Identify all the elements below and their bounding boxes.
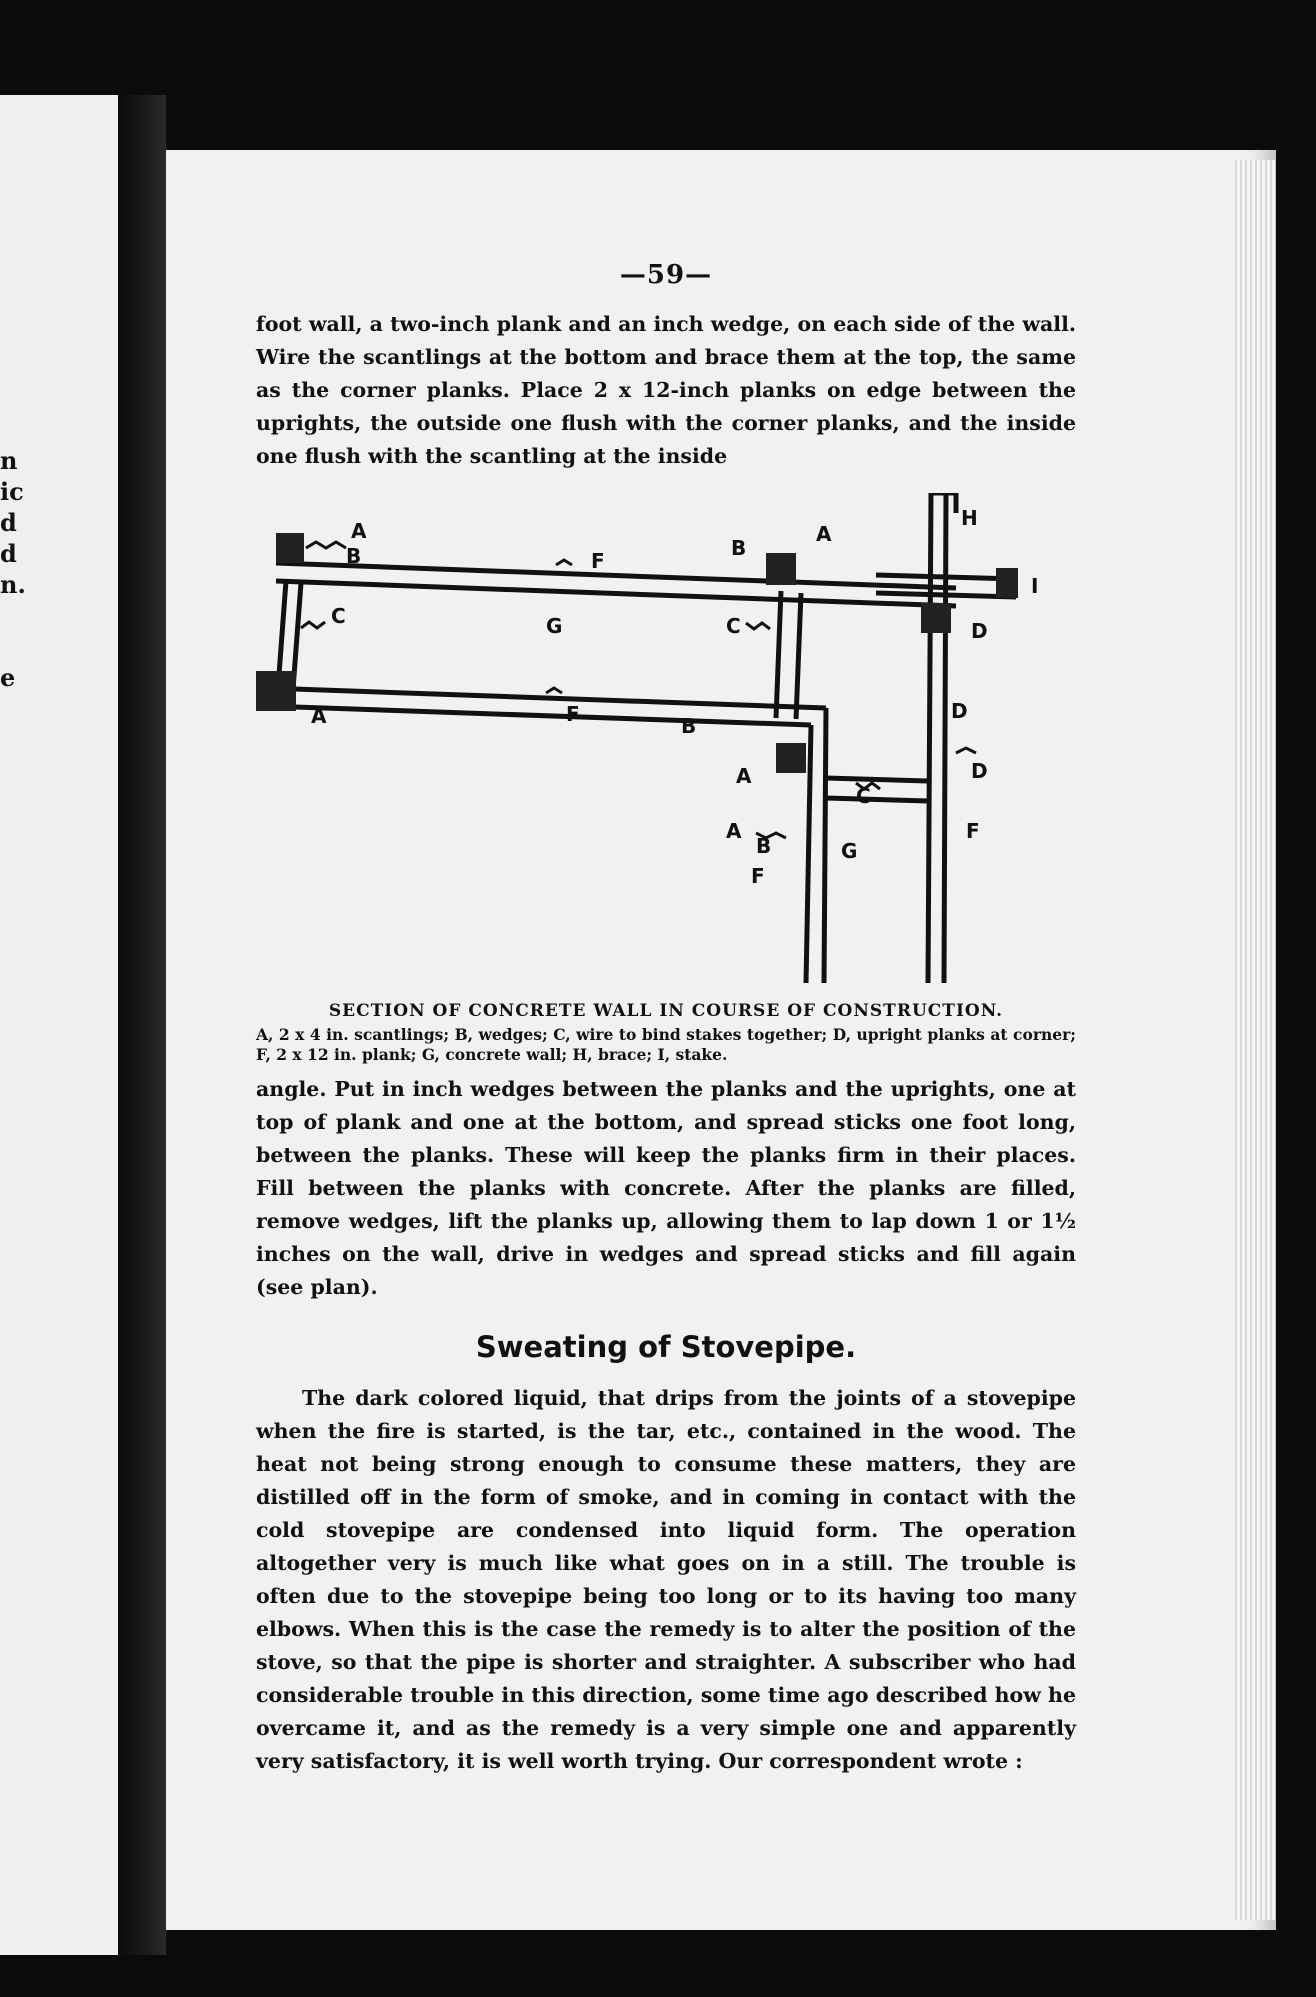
concrete-wall-figure — [256, 493, 1076, 993]
paragraph-2: angle. Put in inch wedges between the planks and the uprights, one at top of plank and one at the bottom, and spread sticks one foot long, between the planks. These will keep the planks firm in their places. Fill between the planks with concrete. After the planks are filled, remove wedges, lift the planks up, allowing them to lap down 1 or 1½ inches on the wall, drive in wedges and spread sticks and fill again (see plan). — [256, 1077, 1076, 1299]
page-number: —59— — [619, 260, 713, 290]
label-i: I — [1031, 574, 1039, 598]
figure-legend: A, 2 x 4 in. scantlings; B, wedges; C, wire to bind stakes together; D, upright planks at corner; F, 2 x 12 in. plank; G, concrete wall; H, brace; I, stake. — [256, 1025, 1076, 1064]
prev-fragment: n — [0, 446, 18, 475]
label-a: A — [311, 704, 327, 728]
label-b: B — [681, 714, 697, 738]
label-c: C — [331, 604, 346, 628]
page-content — [256, 260, 1076, 1778]
previous-page-text-fragments — [0, 445, 40, 693]
lower-plank — [266, 688, 826, 725]
stake-block — [996, 568, 1018, 598]
label-g: G — [841, 839, 858, 863]
stake-block — [276, 533, 304, 563]
label-g: G — [546, 614, 563, 638]
stake-block — [776, 743, 806, 773]
label-b: B — [346, 544, 362, 568]
inner-upright — [806, 708, 826, 983]
wedge-mark — [546, 688, 562, 693]
stake-block — [766, 553, 796, 585]
label-f: F — [751, 864, 765, 888]
wedge-mark — [556, 560, 572, 565]
prev-fragment: n. — [0, 570, 26, 599]
label-c: C — [726, 614, 741, 638]
connecting-plank — [826, 778, 928, 801]
figure-caption: SECTION OF CONCRETE WALL IN COURSE OF CONSTRUCTION. — [328, 1001, 1004, 1021]
upper-plank — [276, 563, 956, 606]
label-f: F — [591, 549, 605, 573]
label-d: D — [971, 619, 988, 643]
section-heading: Sweating of Stovepipe. — [475, 1330, 857, 1364]
label-c: C — [856, 784, 871, 808]
book-spine — [118, 95, 166, 1955]
stake-block — [921, 603, 951, 633]
label-d: D — [951, 699, 968, 723]
label-d: D — [971, 759, 988, 783]
paragraph-3: The dark colored liquid, that drips from the joints of a stovepipe when the fire is started, is the tar, etc., contained in the wood. The heat not being strong enough to consume these matters, they are distilled off in the form of smoke, and in coming in contact with the cold stovepipe are condensed into liquid form. The operation altogether very is much like what goes on in a still. The trouble is often due to the stovepipe being too long or to its having too many elbows. When this is the case the remedy is to alter the position of the stove, so that the pipe is shorter and straighter. A subscriber who had considerable trouble in this direction, some time ago described how he overcame it, and as the remedy is a very simple one and apparently very satisfactory, it is well worth trying. Our correspondent wrote : — [256, 1386, 1076, 1773]
label-a: A — [736, 764, 752, 788]
prev-fragment: ic — [0, 477, 24, 506]
paragraph-1: foot wall, a two-inch plank and an inch wedge, on each side of the wall. Wire the scantlings at the bottom and brace them at the top, the same as the corner planks. Place 2 x 12-inch planks on edge between the uprights, the outside one flush with the corner planks, and the inside one flush with the scantling at the inside — [256, 312, 1076, 468]
label-b: B — [756, 834, 772, 858]
label-f: F — [566, 702, 580, 726]
prev-fragment — [0, 600, 40, 631]
label-a: A — [351, 519, 367, 543]
middle-upright — [776, 591, 801, 719]
concrete-wall-drawing — [256, 493, 1076, 993]
wire-mark — [956, 748, 976, 753]
prev-fragment: d — [0, 508, 17, 537]
label-a: A — [816, 522, 832, 546]
stake-block — [256, 671, 296, 711]
label-a: A — [726, 819, 742, 843]
label-b: B — [731, 536, 747, 560]
prev-fragment: d — [0, 539, 17, 568]
book-page — [166, 150, 1276, 1930]
prev-fragment — [0, 631, 40, 662]
page-edge — [1235, 160, 1275, 1920]
previous-page — [0, 95, 118, 1955]
prev-fragment: e — [0, 663, 16, 692]
right-upright — [928, 493, 946, 983]
wire-mark — [306, 542, 346, 548]
label-h: H — [961, 506, 978, 530]
label-f: F — [966, 819, 980, 843]
wire-mark — [746, 623, 770, 629]
wire-mark — [301, 622, 325, 628]
